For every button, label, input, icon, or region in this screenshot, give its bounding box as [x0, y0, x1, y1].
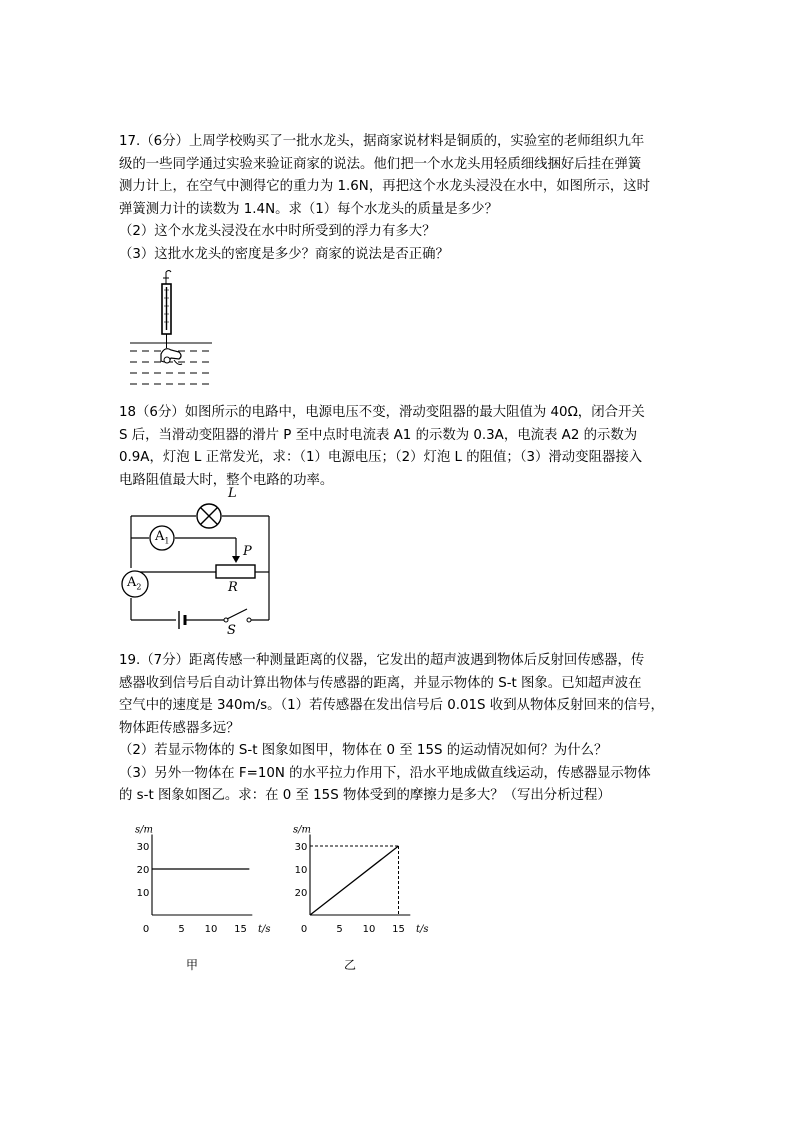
- ammeter-a1-subscript: 1: [164, 536, 170, 546]
- x-tick-label: 0: [142, 924, 150, 935]
- x-axis-label: t/s: [258, 924, 271, 935]
- q19-line: 感器收到信号后自动计算出物体与传感器的距离，并显示物体的 S-t 图象。已知超声波在: [119, 675, 642, 691]
- spring-scale-figure: [128, 268, 218, 388]
- q19-line: 物体距传感器多远？: [119, 720, 240, 736]
- y-tick-label: 20: [136, 865, 150, 876]
- lamp-icon: [197, 504, 221, 528]
- x-tick-label: 15: [392, 924, 405, 935]
- battery-icon: [179, 611, 185, 629]
- x-tick-label: 10: [204, 924, 218, 935]
- lamp-label: L: [228, 486, 237, 501]
- question-19: [119, 650, 675, 808]
- chart-jia: [120, 812, 280, 977]
- y-axis-label: s/m: [135, 824, 153, 836]
- y-tick-label: 20: [294, 888, 308, 899]
- switch-icon: [224, 609, 251, 622]
- chart-yi: [278, 812, 438, 977]
- x-tick-label: 10: [362, 924, 376, 935]
- resistor-icon: [216, 565, 255, 578]
- question-17: [119, 131, 675, 266]
- ammeter-a2-subscript: 2: [136, 582, 142, 592]
- switch-label: S: [227, 623, 236, 638]
- y-tick-label: 30: [136, 842, 150, 853]
- q17-line: （3）这批水龙头的密度是多少？商家的说法是否正确？: [119, 246, 449, 262]
- resistor-label: R: [228, 580, 238, 595]
- slider-label: P: [243, 544, 252, 559]
- q17-line: 级的一些同学通过实验来验证商家的说法。他们把一个水龙头用轻质细线捆好后挂在弹簧: [119, 156, 642, 172]
- y-tick-label: 10: [294, 865, 308, 876]
- q17-line: 弹簧测力计的读数为 1.4N。求（1）每个水龙头的质量是多少？: [119, 201, 498, 217]
- series-line: [310, 846, 399, 915]
- x-tick-label: 0: [300, 924, 308, 935]
- x-axis-label: t/s: [416, 924, 429, 935]
- y-axis-label: s/m: [293, 824, 311, 836]
- circuit-diagram: [119, 486, 279, 640]
- x-tick-label: 15: [234, 924, 247, 935]
- ammeter-a1-letter: A: [155, 529, 165, 544]
- q19-line: 19.（7分）距离传感一种测量距离的仪器，它发出的超声波遇到物体后反射回传感器，传: [119, 653, 645, 668]
- q18-line: 0.9A，灯泡 L 正常发光，求：（1）电源电压；（2）灯泡 L 的阻值；（3）滑动变阻器接入: [119, 450, 643, 465]
- x-tick-label: 5: [336, 924, 343, 935]
- q19-line: （2）若显示物体的 S-t 图象如图甲，物体在 0 至 15S 的运动情况如何？为什么？: [119, 743, 608, 758]
- chart-caption: 甲: [185, 958, 199, 972]
- q18-line: S 后，当滑动变阻器的滑片 P 至中点时电流表 A1 的示数为 0.3A，电流表 A2 的示数为: [119, 427, 638, 443]
- y-tick-label: 10: [136, 888, 150, 899]
- ammeter-a2-label: [127, 575, 141, 592]
- q17-line: （2）这个水龙头浸没在水中时所受到的浮力有多大？: [119, 224, 436, 239]
- question-18: [119, 402, 675, 492]
- ammeter-a1-label: [155, 529, 169, 546]
- q19-line: （3）另外一物体在 F=10N 的水平拉力作用下，沿水平地成做直线运动，传感器显示物体: [119, 765, 651, 781]
- chart-caption: 乙: [343, 958, 357, 972]
- q18-line: 18（6分）如图所示的电路中，电源电压不变，滑动变阻器的最大阻值为 40Ω，闭合开关: [119, 405, 645, 420]
- q18-line: 电路阻值最大时，整个电路的功率。: [119, 472, 334, 488]
- y-tick-label: 30: [294, 842, 308, 853]
- q17-line: 测力计上，在空气中测得它的重力为 1.6N，再把这个水龙头浸没在水中，如图所示，这时: [119, 179, 651, 194]
- q17-line: 17.（6分）上周学校购买了一批水龙头，据商家说材料是铜质的，实验室的老师组织九年: [119, 134, 645, 149]
- q19-line: 空气中的速度是 340m/s。（1）若传感器在发出信号后 0.01S 收到从物体反射回来的信号，: [119, 698, 664, 713]
- ammeter-a2-letter: A: [127, 575, 137, 590]
- q19-line: 的 s-t 图象如图乙。求：在 0 至 15S 物体受到的摩擦力是多大？（写出分析过程）: [119, 788, 611, 803]
- x-tick-label: 5: [178, 924, 185, 935]
